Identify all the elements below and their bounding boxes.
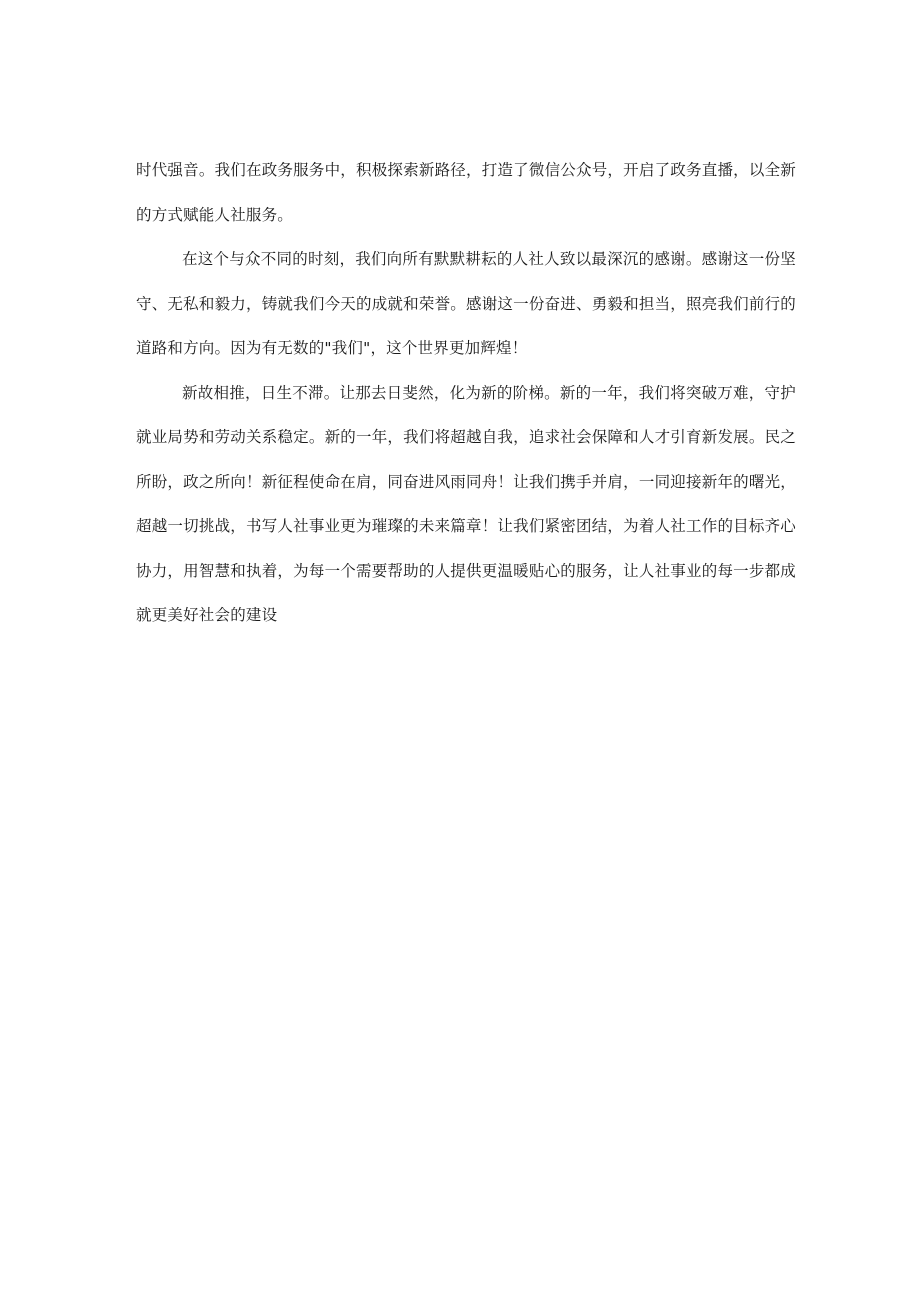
paragraph-2: 在这个与众不同的时刻，我们向所有默默耕耘的人社人致以最深沉的感谢。感谢这一份坚守、无私和毅力，铸就我们今天的成就和荣誉。感谢这一份奋进、勇毅和担当，照亮我们前行的道路和方向。因为有无数的"我们"，这个世界更加辉煌！ bbox=[136, 250, 796, 357]
paragraph-1: 时代强音。我们在政务服务中，积极探索新路径，打造了微信公众号，开启了政务直播，以全新的方式赋能人社服务。 bbox=[136, 161, 796, 224]
paragraph-3: 新故相推，日生不滞。让那去日斐然，化为新的阶梯。新的一年，我们将突破万难，守护就业局势和劳动关系稳定。新的一年，我们将超越自我，追求社会保障和人才引育新发展。民之所盼，政之所向！新征程使命在肩，同奋进风雨同舟！让我们携手并肩，一同迎接新年的曙光，超越一切挑战，书写人社事业更为璀璨的未来篇章！让我们紧密团结，为着人社工作的目标齐心协力，用智慧和执着，为每一个需要帮助的人提供更温暖贴心的服务，让人社事业的每一步都成就更美好社会的建设 bbox=[136, 383, 796, 624]
document-body bbox=[136, 148, 796, 638]
